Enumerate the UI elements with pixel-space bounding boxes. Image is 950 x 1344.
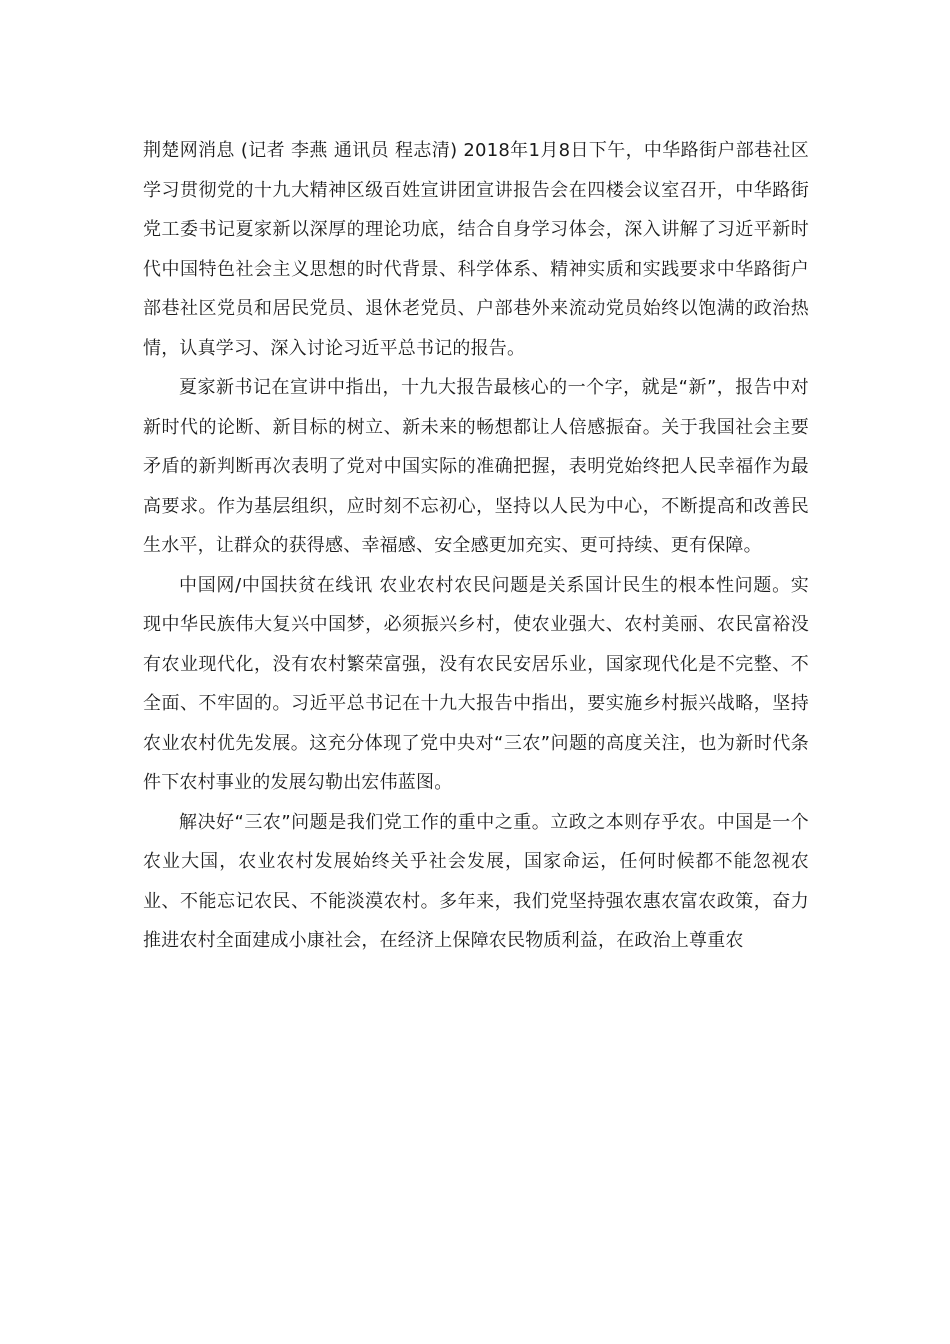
paragraph-3: 中国网/中国扶贫在线讯 农业农村农民问题是关系国计民生的根本性问题。实现中华民族伟大复兴中国梦，必须振兴乡村，使农业强大、农村美丽、农民富裕没有农业现代化，没有农村繁荣富强，没有农民安居乐业，国家现代化是不完整、不全面、不牢固的。习近平总书记在十九大报告中指出，要实施乡村振兴战略，坚持农业农村优先发展。这充分体现了党中央对“三农”问题的高度关注，也为新时代条件下农村事业的发展勾勒出宏伟蓝图。 bbox=[143, 574, 809, 793]
paragraph-4: 解决好“三农”问题是我们党工作的重中之重。立政之本则存乎农。中国是一个农业大国，农业农村发展始终关乎社会发展，国家命运，任何时候都不能忽视农业、不能忘记农民、不能淡漠农村。多年来，我们党坚持强农惠农富农政策，奋力推进农村全面建成小康社会，在经济上保障农民物质利益，在政治上尊重农 bbox=[143, 811, 809, 951]
paragraph-2: 夏家新书记在宣讲中指出，十九大报告最核心的一个字，就是“新”，报告中对新时代的论断、新目标的树立、新未来的畅想都让人倍感振奋。关于我国社会主要矛盾的新判断再次表明了党对中国实际的准确把握，表明党始终把人民幸福作为最高要求。作为基层组织，应时刻不忘初心，坚持以人民为中心，不断提高和改善民生水平，让群众的获得感、幸福感、安全感更加充实、更可持续、更有保障。 bbox=[143, 377, 809, 556]
document-page bbox=[143, 131, 809, 961]
paragraph-1: 荆楚网消息 (记者 李燕 通讯员 程志清) 2018年1月8日下午，中华路街户部巷社区学习贯彻党的十九大精神区级百姓宣讲团宣讲报告会在四楼会议室召开，中华路街党工委书记夏家新以深厚的理论功底，结合自身学习体会，深入讲解了习近平新时代中国特色社会主义思想的时代背景、科学体系、精神实质和实践要求中华路街户部巷社区党员和居民党员、退休老党员、户部巷外来流动党员始终以饱满的政治热情，认真学习、深入讨论习近平总书记的报告。 bbox=[143, 140, 809, 359]
